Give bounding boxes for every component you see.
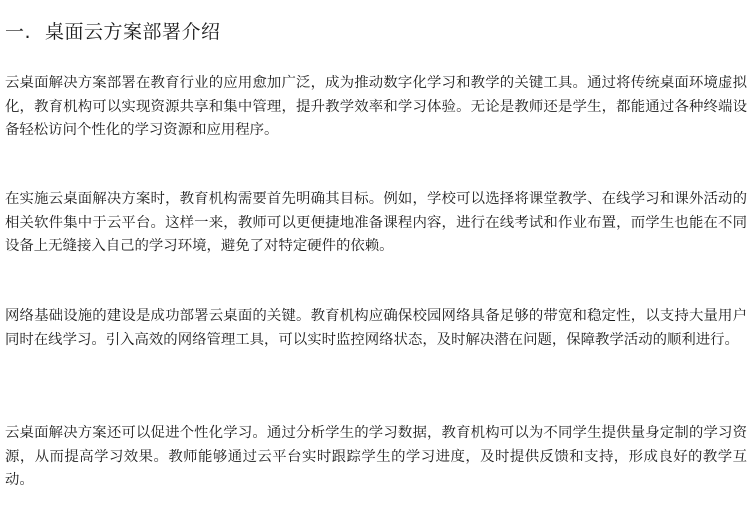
- paragraph-implementation: 在实施云桌面解决方案时，教育机构需要首先明确其目标。例如，学校可以选择将课堂教学、在线学习和课外活动的相关软件集中于云平台。这样一来，教师可以更便捷地准备课程内容，进行在线考试和作业布置，而学生也能在不同设备上无缝接入自己的学习环境，避免了对特定硬件的依赖。: [5, 191, 747, 254]
- paragraph-intro: 云桌面解决方案部署在教育行业的应用愈加广泛，成为推动数字化学习和教学的关键工具。通过将传统桌面环境虚拟化，教育机构可以实现资源共享和集中管理，提升教学效率和学习体验。无论是教师还是学生，都能通过各种终端设备轻松访问个性化的学习资源和应用程序。: [5, 75, 747, 138]
- section-title: 桌面云方案部署介绍: [45, 21, 221, 43]
- section-number: 一.: [5, 21, 32, 43]
- section-heading: [5, 18, 221, 46]
- paragraph-personalized-learning: 云桌面解决方案还可以促进个性化学习。通过分析学生的学习数据，教育机构可以为不同学生提供量身定制的学习资源，从而提高学习效果。教师能够通过云平台实时跟踪学生的学习进度，及时提供反馈和支持，形成良好的教学互动。: [5, 425, 747, 488]
- paragraph-network: 网络基础设施的建设是成功部署云桌面的关键。教育机构应确保校园网络具备足够的带宽和稳定性，以支持大量用户同时在线学习。引入高效的网络管理工具，可以实时监控网络状态，及时解决潜在问题，保障教学活动的顺利进行。: [5, 308, 747, 348]
